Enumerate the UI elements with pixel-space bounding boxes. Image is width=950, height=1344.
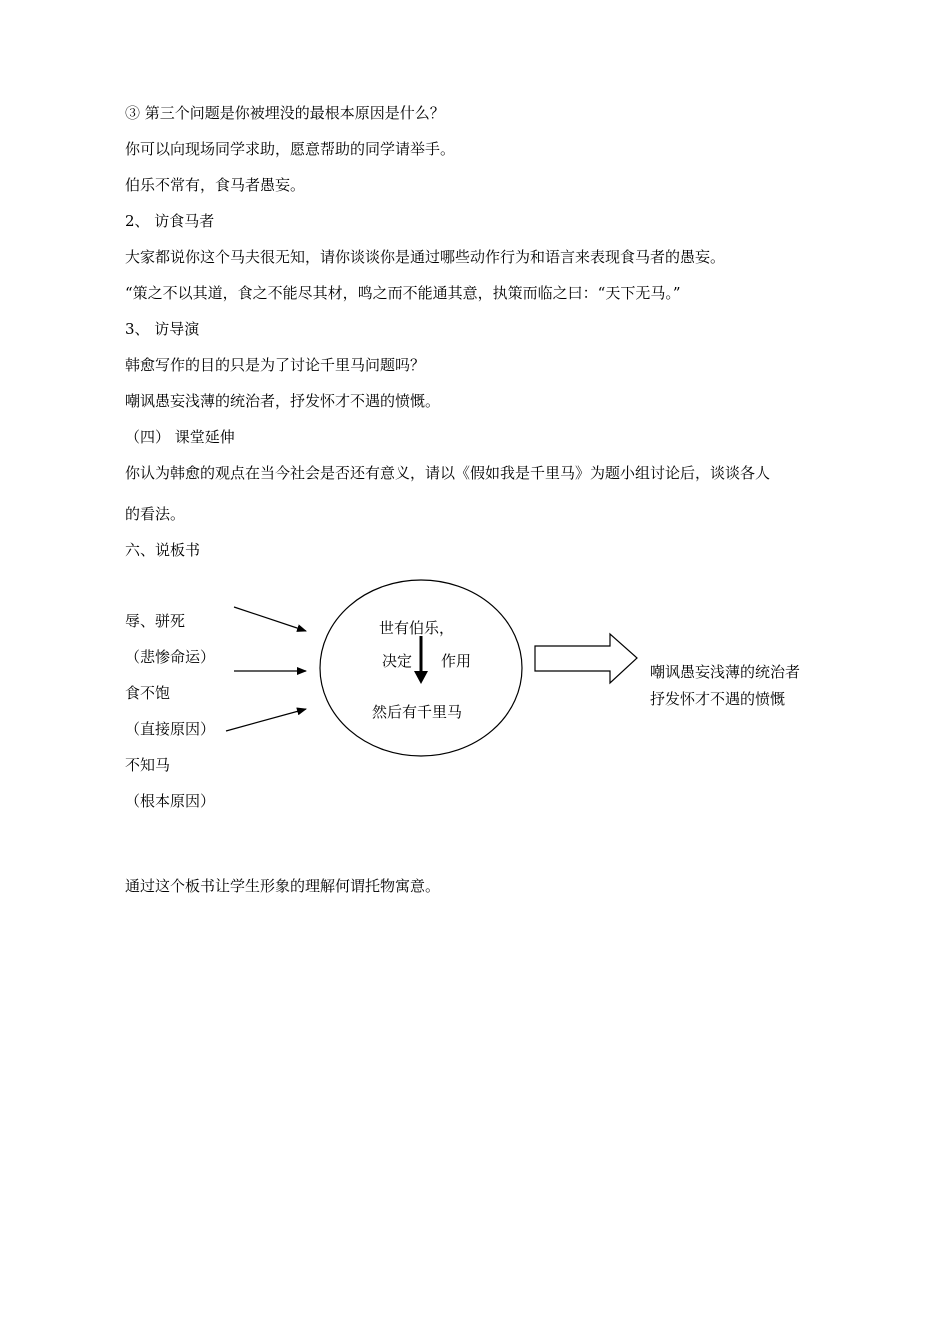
section-heading-interview-director: 3、 访导演 — [125, 320, 200, 338]
quote-text: “策之不以其道，食之不能尽其材，鸣之而不能通其意，执策而临之曰：“天下无马。” — [125, 284, 681, 302]
diagram-conclusion-indignation: 抒发怀才不遇的愤慨 — [650, 690, 786, 708]
circle-text-steed: 然后有千里马 — [372, 703, 463, 721]
answer-text: 伯乐不常有，食马者愚妄。 — [125, 176, 306, 194]
diagram-label-underfed: 食不饱 — [125, 684, 171, 702]
ask-classmates-text: 你可以向现场同学求助，愿意帮助的同学请举手。 — [125, 140, 456, 158]
arrow-fate — [234, 607, 306, 631]
arrow-root-cause — [226, 709, 306, 731]
block-arrow-right — [535, 634, 637, 683]
diagram-conclusion-satire: 嘲讽愚妄浅薄的统治者 — [650, 663, 801, 681]
section-heading-interview-groom: 2、 访食马者 — [125, 212, 215, 230]
circle-text-bole: 世有伯乐， — [379, 619, 455, 637]
down-arrow-head — [414, 671, 428, 684]
circle-text-effect: 作用 — [441, 652, 472, 670]
circle-text-determines: 决定 — [382, 652, 413, 670]
diagram-label-root-cause: （根本原因） — [125, 792, 216, 810]
purpose-answer-text: 嘲讽愚妄浅薄的统治者，抒发怀才不遇的愤慨。 — [125, 392, 441, 410]
extension-text-line1: 你认为韩愈的观点在当今社会是否还有意义，请以《假如我是千里马》为题小组讨论后，谈谈各人 — [125, 464, 771, 482]
diagram-label-ignorance: 不知马 — [125, 756, 171, 774]
purpose-question-text: 韩愈写作的目的只是为了讨论千里马问题吗？ — [125, 356, 426, 374]
diagram-label-direct-cause: （直接原因） — [125, 720, 216, 738]
diagram-label-humiliation: 辱、骈死 — [125, 612, 186, 630]
closing-text: 通过这个板书让学生形象的理解何谓托物寓意。 — [125, 877, 441, 895]
groom-question-text: 大家都说你这个马夫很无知，请你谈谈你是通过哪些动作行为和语言来表现食马者的愚妄。 — [125, 248, 726, 266]
section-heading-extension: （四） 课堂延伸 — [125, 428, 235, 446]
question-three-text: ③ 第三个问题是你被埋没的最根本原因是什么？ — [125, 104, 445, 122]
extension-text-line2: 的看法。 — [125, 505, 186, 523]
section-heading-blackboard: 六、说板书 — [125, 541, 201, 559]
diagram-label-tragic-fate: （悲惨命运） — [125, 648, 216, 666]
